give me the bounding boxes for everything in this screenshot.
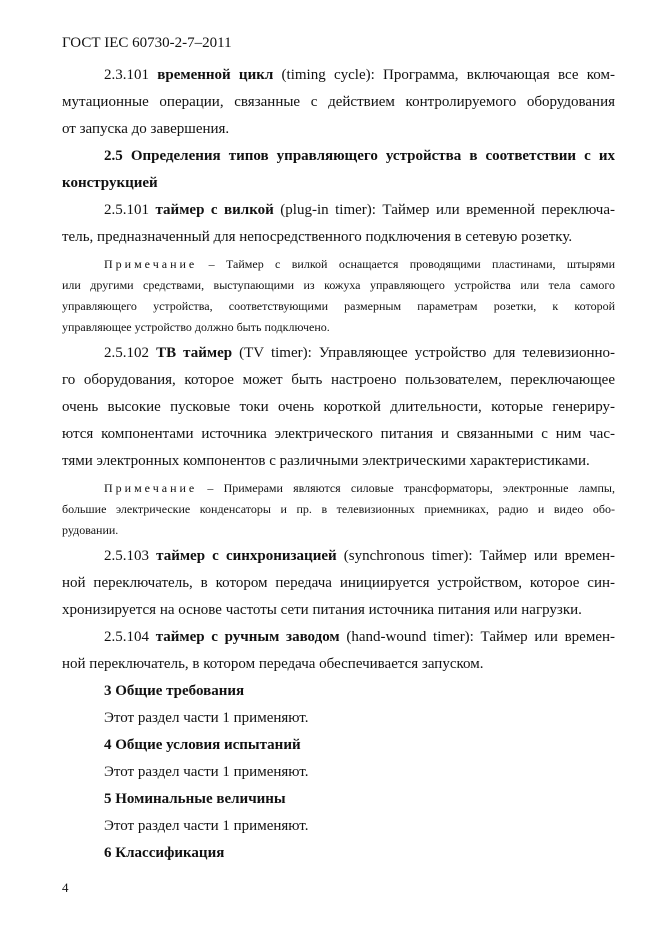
paragraph-2-5-103: [62, 543, 615, 624]
note-tv-timer: [62, 478, 615, 541]
note-label: Примечание: [104, 257, 198, 271]
term: таймер с ручным заводом: [155, 629, 340, 645]
note-line: [62, 254, 615, 275]
term: таймер с синхронизацией: [156, 548, 337, 564]
section-heading-4: 4 Общие условия испытаний: [104, 737, 301, 753]
page-number: 4: [62, 880, 69, 895]
document-body: [62, 62, 615, 867]
note-text: – Примерами являются силовые трансформаторы, электронные лампы,: [197, 481, 615, 495]
heading-line: конструкцией: [62, 175, 158, 191]
definition-text: (plug-in timer): Таймер или временной переключа-: [273, 202, 615, 218]
clause-number: 2.5.102: [104, 345, 157, 361]
paragraph-2-5-101: [62, 197, 615, 251]
term: ТВ таймер: [156, 345, 233, 361]
note-plug-in-timer: [62, 254, 615, 338]
note-line: управляющего устройства, соответствующими размерным параметрам розетки, к которой: [62, 299, 615, 313]
text-line: очень высокие пусковые токи очень короткой длительности, которые генериру-: [62, 399, 615, 415]
text-line: мутационные операции, связанные с действием контролируемого оборудования: [62, 94, 615, 110]
clause-number: 2.5.104: [104, 629, 156, 645]
note-line: рудовании.: [62, 523, 119, 537]
text-line: ной переключатель, в котором передача обеспечивается запуском.: [62, 656, 484, 672]
paragraph-2-3-101: [62, 62, 615, 143]
section-heading-2-5: [62, 143, 615, 197]
definition-text: (hand-wound timer): Таймер или времен-: [339, 629, 616, 645]
clause-number: 2.5.101: [104, 202, 156, 218]
paragraph-2-5-102: [62, 340, 615, 475]
note-line: или другими средствами, выступающими из кожуха управляющего устройства или тела самого: [62, 278, 615, 292]
text-line: тель, предназначенный для непосредственного подключения в сетевую розетку.: [62, 229, 573, 245]
text-line: [62, 340, 615, 367]
text-line: ются компонентами источника электрического питания и связанными с ним час-: [62, 426, 615, 442]
note-text: – Таймер с вилкой оснащается проводящими пластинами, штырями: [197, 257, 615, 271]
text-line: го оборудования, которое может быть настроено пользователем, переключающее: [62, 372, 615, 388]
definition-text: (synchronous timer): Таймер или времен-: [336, 548, 616, 564]
clause-number: 2.5.103: [104, 548, 157, 564]
section-text-4: Этот раздел части 1 применяют.: [104, 764, 309, 780]
paragraph-2-5-104: [62, 624, 615, 678]
note-label: Примечание: [104, 481, 198, 495]
term: таймер с вилкой: [155, 202, 274, 218]
clause-number: 2.3.101: [104, 67, 158, 83]
term: временной цикл: [157, 67, 274, 83]
section-heading-6: 6 Классификация: [104, 845, 225, 861]
section-text-5: Этот раздел части 1 применяют.: [104, 818, 309, 834]
note-line: управляющее устройство должно быть подключено.: [62, 320, 330, 334]
text-line: хронизируется на основе частоты сети питания источника питания или нагрузки.: [62, 602, 582, 618]
definition-text: (timing cycle): Программа, включающая все ком-: [273, 67, 615, 83]
text-line: ной переключатель, в котором передача инициируется устройством, которое син-: [62, 575, 615, 591]
section-heading-3: 3 Общие требования: [104, 683, 245, 699]
note-line: большие электрические конденсаторы и пр. в телевизионных приемниках, радио и видео обо-: [62, 502, 615, 516]
document-header: ГОСТ IEC 60730-2-7–2011: [62, 35, 232, 51]
text-line: от запуска до завершения.: [62, 121, 230, 137]
heading-line: 2.5 Определения типов управляющего устройства в соответствии с их: [104, 148, 615, 164]
text-line: тями электронных компонентов с различными электрическими характеристиками.: [62, 453, 590, 469]
section-heading-5: 5 Номинальные величины: [104, 791, 286, 807]
text-line: [62, 624, 615, 651]
text-line: [62, 197, 615, 224]
section-text-3: Этот раздел части 1 применяют.: [104, 710, 309, 726]
text-line: [62, 543, 615, 570]
text-line: [62, 62, 615, 89]
definition-text: (TV timer): Управляющее устройство для телевизионно-: [232, 345, 616, 361]
note-line: [62, 478, 615, 499]
